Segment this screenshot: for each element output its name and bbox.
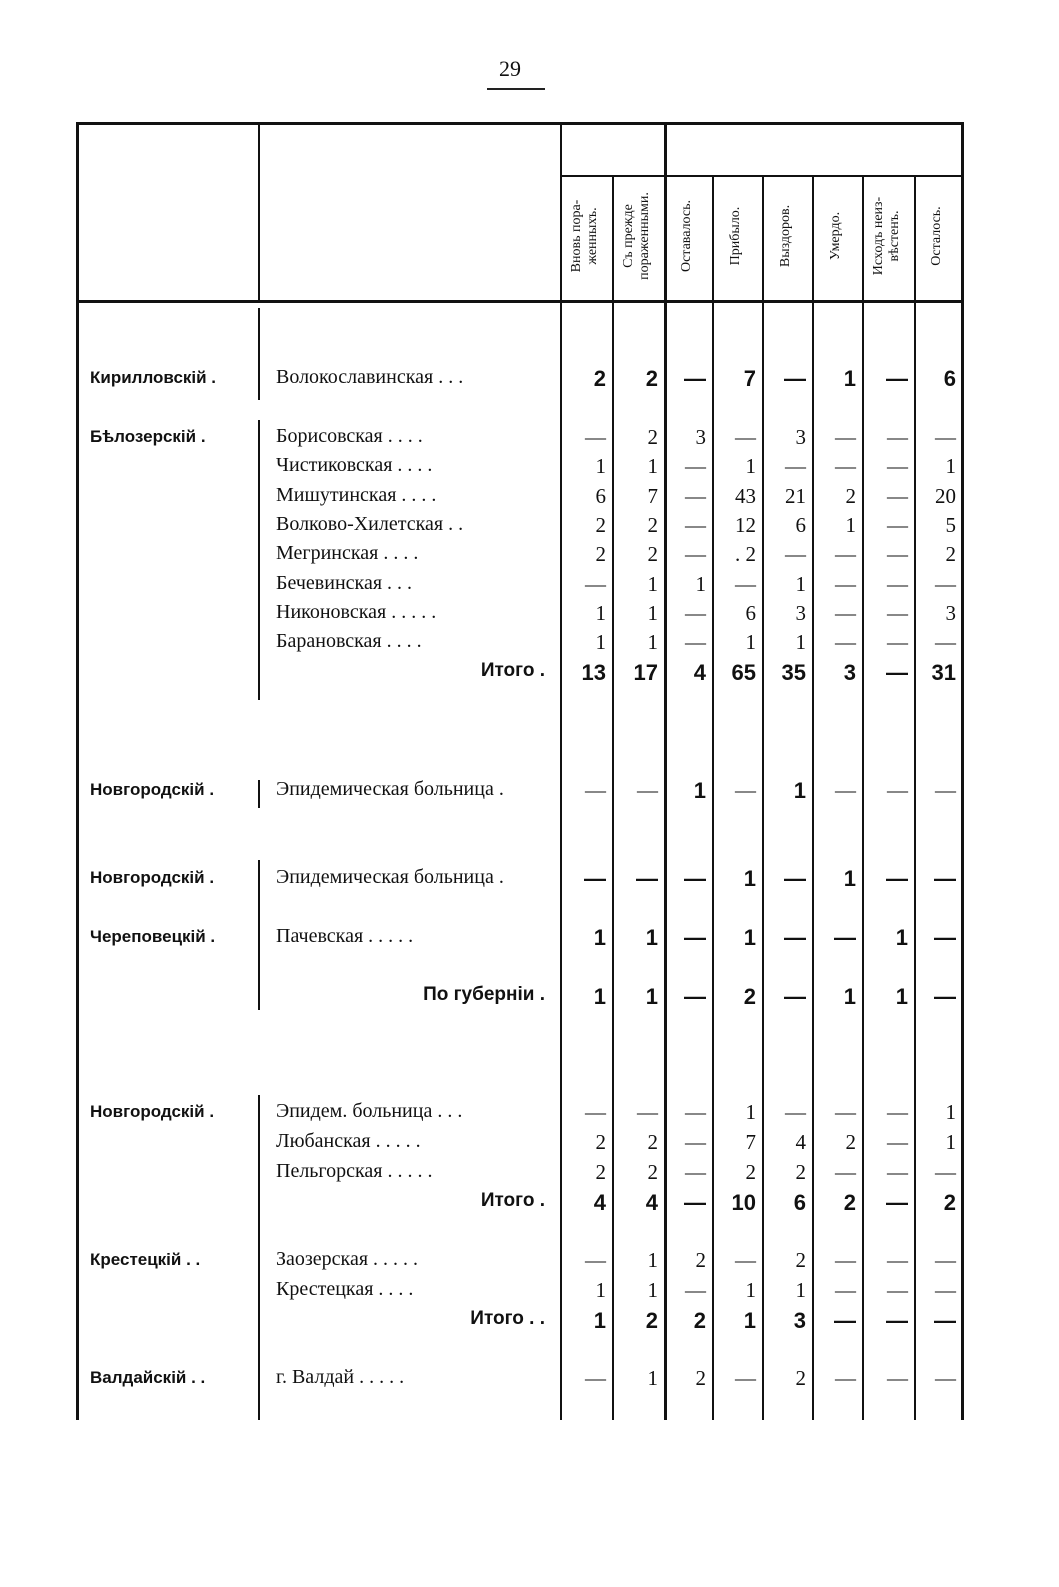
header-bottom-rule (76, 300, 964, 303)
row-uezd: Бѣлозерскiй . (90, 427, 206, 446)
volost-rule (258, 420, 260, 700)
row-uezd: Кирилловскiй . (90, 368, 217, 387)
header-col-line2: пораженными. (637, 192, 653, 280)
header-col-line1: Осталось. (929, 206, 944, 266)
row-cell: — (887, 601, 908, 625)
row-cell: 7 (745, 1130, 756, 1154)
header-col-6 (828, 180, 844, 292)
row-volost: Итого . . (470, 1308, 545, 1329)
row-cell: — (685, 630, 706, 654)
row-cell: 2 (845, 1130, 856, 1154)
row-uezd: Новгородскiй . (90, 1102, 215, 1121)
header-col-line1: Вновь пора- (569, 199, 584, 273)
row-cell: — (887, 425, 908, 449)
table-left-rule (76, 122, 79, 1420)
row-cell: 2 (745, 1160, 756, 1184)
row-cell: 3 (843, 660, 856, 685)
volost-rule (258, 308, 260, 400)
row-cell: 2 (843, 1190, 856, 1215)
row-cell: — (835, 572, 856, 596)
row-cell: — (835, 454, 856, 478)
row-cell: 3 (793, 1308, 806, 1333)
row-cell: 10 (731, 1190, 756, 1215)
row-cell: — (684, 866, 706, 891)
row-cell: — (685, 1278, 706, 1302)
row-cell: 2 (647, 1130, 658, 1154)
row-cell: — (886, 660, 908, 685)
row-cell: 4 (693, 660, 706, 685)
row-cell: 1 (745, 1278, 756, 1302)
row-cell: — (585, 1100, 606, 1124)
row-cell: — (685, 513, 706, 537)
row-volost: Пельгорская . . . . . (276, 1160, 433, 1182)
row-cell: — (684, 366, 706, 391)
row-cell: 2 (693, 1308, 706, 1333)
row-cell: 7 (647, 484, 658, 508)
row-cell: 2 (647, 542, 658, 566)
row-volost: Барановская . . . . (276, 630, 422, 652)
row-cell: 1 (895, 984, 908, 1009)
row-cell: 17 (633, 660, 658, 685)
row-cell: 43 (735, 484, 756, 508)
row-cell: — (834, 925, 856, 950)
row-volost: Итого . (480, 660, 545, 681)
row-cell: 1 (945, 1130, 956, 1154)
column-rule (560, 122, 562, 1420)
row-cell: 1 (695, 572, 706, 596)
row-cell: — (935, 630, 956, 654)
row-cell: — (585, 572, 606, 596)
row-cell: 2 (647, 425, 658, 449)
row-cell: — (684, 925, 706, 950)
row-uezd: Череповецкiй . (90, 927, 216, 946)
row-cell: — (887, 454, 908, 478)
row-cell: — (887, 542, 908, 566)
row-cell: 1 (647, 1278, 658, 1302)
table-right-rule (961, 122, 964, 1420)
row-cell: 1 (795, 1278, 806, 1302)
row-cell: — (887, 572, 908, 596)
row-cell: 6 (745, 601, 756, 625)
row-volost: Заозерская . . . . . (276, 1248, 419, 1270)
row-cell: — (585, 425, 606, 449)
row-cell: — (735, 1248, 756, 1272)
row-volost: Итого . (480, 1190, 545, 1211)
row-cell: — (685, 601, 706, 625)
row-cell: 65 (731, 660, 756, 685)
row-cell: 4 (795, 1130, 806, 1154)
page-number: 29 (499, 56, 521, 81)
table-top-rule (76, 122, 964, 125)
row-cell: — (886, 866, 908, 891)
row-cell: — (887, 630, 908, 654)
row-cell: 1 (745, 630, 756, 654)
row-cell: 2 (795, 1160, 806, 1184)
row-cell: — (887, 484, 908, 508)
row-cell: 13 (581, 660, 606, 685)
row-cell: — (784, 984, 806, 1009)
row-cell: — (834, 1308, 856, 1333)
row-volost: Крестецкая . . . . (276, 1278, 414, 1300)
row-cell: — (835, 778, 856, 802)
header-col-line1: Оставалось. (679, 199, 694, 273)
row-volost: Эпидемическая больница . (276, 866, 504, 888)
row-cell: 2 (795, 1248, 806, 1272)
header-col-4 (728, 180, 744, 292)
header-col-line2: женныхъ. (585, 207, 601, 265)
row-cell: — (935, 778, 956, 802)
row-cell: — (886, 1190, 908, 1215)
row-cell: — (785, 542, 806, 566)
header-col-7 (871, 180, 903, 292)
row-volost: Пачевская . . . . . (276, 925, 414, 947)
row-cell: 6 (793, 1190, 806, 1215)
row-cell: 1 (645, 984, 658, 1009)
row-cell: — (835, 1366, 856, 1390)
row-cell: — (934, 1308, 956, 1333)
row-cell: — (887, 1130, 908, 1154)
row-cell: 1 (647, 572, 658, 596)
column-rule (664, 122, 667, 1420)
row-cell: 2 (593, 366, 606, 391)
row-cell: — (785, 1100, 806, 1124)
header-col-line1: Прибыло. (728, 206, 743, 266)
row-cell: — (835, 425, 856, 449)
row-cell: 1 (645, 925, 658, 950)
row-cell: 2 (945, 542, 956, 566)
row-uezd: Новгородскiй . (90, 780, 215, 799)
row-cell: — (835, 601, 856, 625)
row-volost: Никоновская . . . . . (276, 601, 437, 623)
row-cell: — (784, 366, 806, 391)
row-cell: 35 (781, 660, 806, 685)
row-cell: — (835, 630, 856, 654)
row-cell: — (835, 542, 856, 566)
row-cell: 2 (595, 1130, 606, 1154)
row-cell: 1 (647, 630, 658, 654)
row-cell: — (685, 542, 706, 566)
row-cell: 31 (931, 660, 956, 685)
row-cell: 1 (593, 925, 606, 950)
row-cell: — (887, 1248, 908, 1272)
row-cell: 2 (645, 366, 658, 391)
header-col-3 (679, 180, 695, 292)
row-cell: — (685, 1130, 706, 1154)
row-cell: — (935, 1248, 956, 1272)
row-cell: 1 (795, 630, 806, 654)
row-cell: 2 (795, 1366, 806, 1390)
row-cell: 1 (795, 572, 806, 596)
row-uezd: Крестецкiй . . (90, 1250, 201, 1269)
row-cell: 1 (595, 454, 606, 478)
row-cell: 5 (945, 513, 956, 537)
uezd-volost-divider (258, 122, 260, 300)
row-cell: — (584, 866, 606, 891)
row-cell: 1 (595, 630, 606, 654)
row-cell: — (585, 778, 606, 802)
header-col-line1: Съ прежде (621, 204, 636, 268)
row-cell: — (735, 425, 756, 449)
row-cell: — (785, 454, 806, 478)
row-cell: 1 (945, 454, 956, 478)
row-volost: Волково-Хилетская . . (276, 513, 464, 535)
row-uezd: Валдайскiй . . (90, 1368, 206, 1387)
row-cell: 2 (695, 1248, 706, 1272)
row-cell: — (887, 1278, 908, 1302)
row-cell: — (934, 925, 956, 950)
row-cell: 1 (745, 1100, 756, 1124)
row-uezd: Новгородскiй . (90, 868, 215, 887)
row-cell: — (887, 513, 908, 537)
row-cell: — (735, 572, 756, 596)
volost-rule (258, 780, 260, 808)
row-cell: 21 (785, 484, 806, 508)
row-cell: — (887, 1100, 908, 1124)
row-cell: — (784, 925, 806, 950)
row-cell: — (886, 1308, 908, 1333)
row-cell: — (585, 1248, 606, 1272)
row-cell: — (685, 484, 706, 508)
row-cell: — (684, 984, 706, 1009)
row-cell: 2 (595, 542, 606, 566)
row-cell: 4 (593, 1190, 606, 1215)
row-cell: 2 (943, 1190, 956, 1215)
row-cell: 1 (593, 1308, 606, 1333)
row-volost: Мишутинская . . . . (276, 484, 437, 506)
row-cell: 6 (943, 366, 956, 391)
row-cell: 2 (647, 1160, 658, 1184)
row-cell: — (585, 1366, 606, 1390)
row-cell: — (735, 778, 756, 802)
row-cell: — (934, 866, 956, 891)
row-cell: — (637, 1100, 658, 1124)
row-cell: — (684, 1190, 706, 1215)
row-cell: — (935, 1278, 956, 1302)
header-col-line1: Исходъ неиз- (871, 196, 886, 276)
row-cell: 2 (595, 1160, 606, 1184)
row-cell: 1 (743, 925, 756, 950)
row-cell: — (935, 572, 956, 596)
row-cell: 7 (743, 366, 756, 391)
row-cell: 20 (935, 484, 956, 508)
row-cell: 1 (647, 454, 658, 478)
row-cell: 2 (695, 1366, 706, 1390)
row-cell: 1 (895, 925, 908, 950)
row-cell: — (637, 778, 658, 802)
row-cell: 1 (843, 366, 856, 391)
row-volost: Мегринская . . . . (276, 542, 419, 564)
row-cell: 1 (843, 984, 856, 1009)
row-cell: 1 (793, 778, 806, 803)
row-cell: 1 (843, 866, 856, 891)
page-number-rule (487, 88, 545, 90)
row-cell: 1 (693, 778, 706, 803)
header-col-line1: Умердо. (828, 211, 843, 261)
row-cell: 2 (645, 1308, 658, 1333)
row-cell: — (735, 1366, 756, 1390)
header-col-8 (929, 180, 945, 292)
row-volost: По губернiи . (423, 984, 545, 1005)
row-cell: — (887, 778, 908, 802)
row-cell: 3 (945, 601, 956, 625)
row-cell: 1 (595, 1278, 606, 1302)
row-cell: 6 (795, 513, 806, 537)
row-cell: 1 (743, 866, 756, 891)
row-cell: — (685, 454, 706, 478)
row-volost: Эпидем. больница . . . (276, 1100, 463, 1122)
row-cell: 1 (745, 454, 756, 478)
row-cell: 3 (695, 425, 706, 449)
row-cell: 1 (743, 1308, 756, 1333)
row-cell: 1 (647, 601, 658, 625)
header-col-5 (778, 180, 794, 292)
row-cell: 12 (735, 513, 756, 537)
row-volost: Любанская . . . . . (276, 1130, 421, 1152)
header-col-2 (621, 180, 653, 292)
row-cell: — (636, 866, 658, 891)
row-cell: 2 (647, 513, 658, 537)
header-col-line1: Выздоров. (778, 204, 793, 268)
row-volost: Борисовская . . . . (276, 425, 423, 447)
row-cell: 3 (795, 425, 806, 449)
row-volost: Бечевинская . . . (276, 572, 413, 594)
row-volost: г. Валдай . . . . . (276, 1366, 405, 1388)
subheader-rule (560, 175, 962, 177)
row-cell: — (685, 1160, 706, 1184)
row-cell: 1 (647, 1366, 658, 1390)
row-cell: 2 (845, 484, 856, 508)
row-cell: . 2 (735, 542, 756, 566)
row-cell: 1 (595, 601, 606, 625)
row-cell: — (835, 1160, 856, 1184)
row-cell: — (935, 1366, 956, 1390)
row-cell: — (835, 1248, 856, 1272)
row-volost: Эпидемическая больница . (276, 778, 504, 800)
row-cell: 2 (595, 513, 606, 537)
row-cell: 1 (593, 984, 606, 1009)
row-cell: 3 (795, 601, 806, 625)
row-cell: 4 (645, 1190, 658, 1215)
row-cell: — (685, 1100, 706, 1124)
volost-rule (258, 1095, 260, 1420)
header-col-1 (569, 180, 601, 292)
row-cell: — (887, 1160, 908, 1184)
row-cell: — (935, 425, 956, 449)
row-cell: 6 (595, 484, 606, 508)
row-cell: — (935, 1160, 956, 1184)
header-col-line2: вѣстенъ. (887, 210, 903, 262)
row-cell: 1 (945, 1100, 956, 1124)
row-cell: — (835, 1100, 856, 1124)
row-volost: Волокославинская . . . (276, 366, 464, 388)
row-cell: 2 (743, 984, 756, 1009)
row-cell: — (784, 866, 806, 891)
row-cell: 1 (647, 1248, 658, 1272)
row-cell: — (886, 366, 908, 391)
row-volost: Чистиковская . . . . (276, 454, 433, 476)
row-cell: 1 (845, 513, 856, 537)
row-cell: — (934, 984, 956, 1009)
row-cell: — (835, 1278, 856, 1302)
row-cell: — (887, 1366, 908, 1390)
